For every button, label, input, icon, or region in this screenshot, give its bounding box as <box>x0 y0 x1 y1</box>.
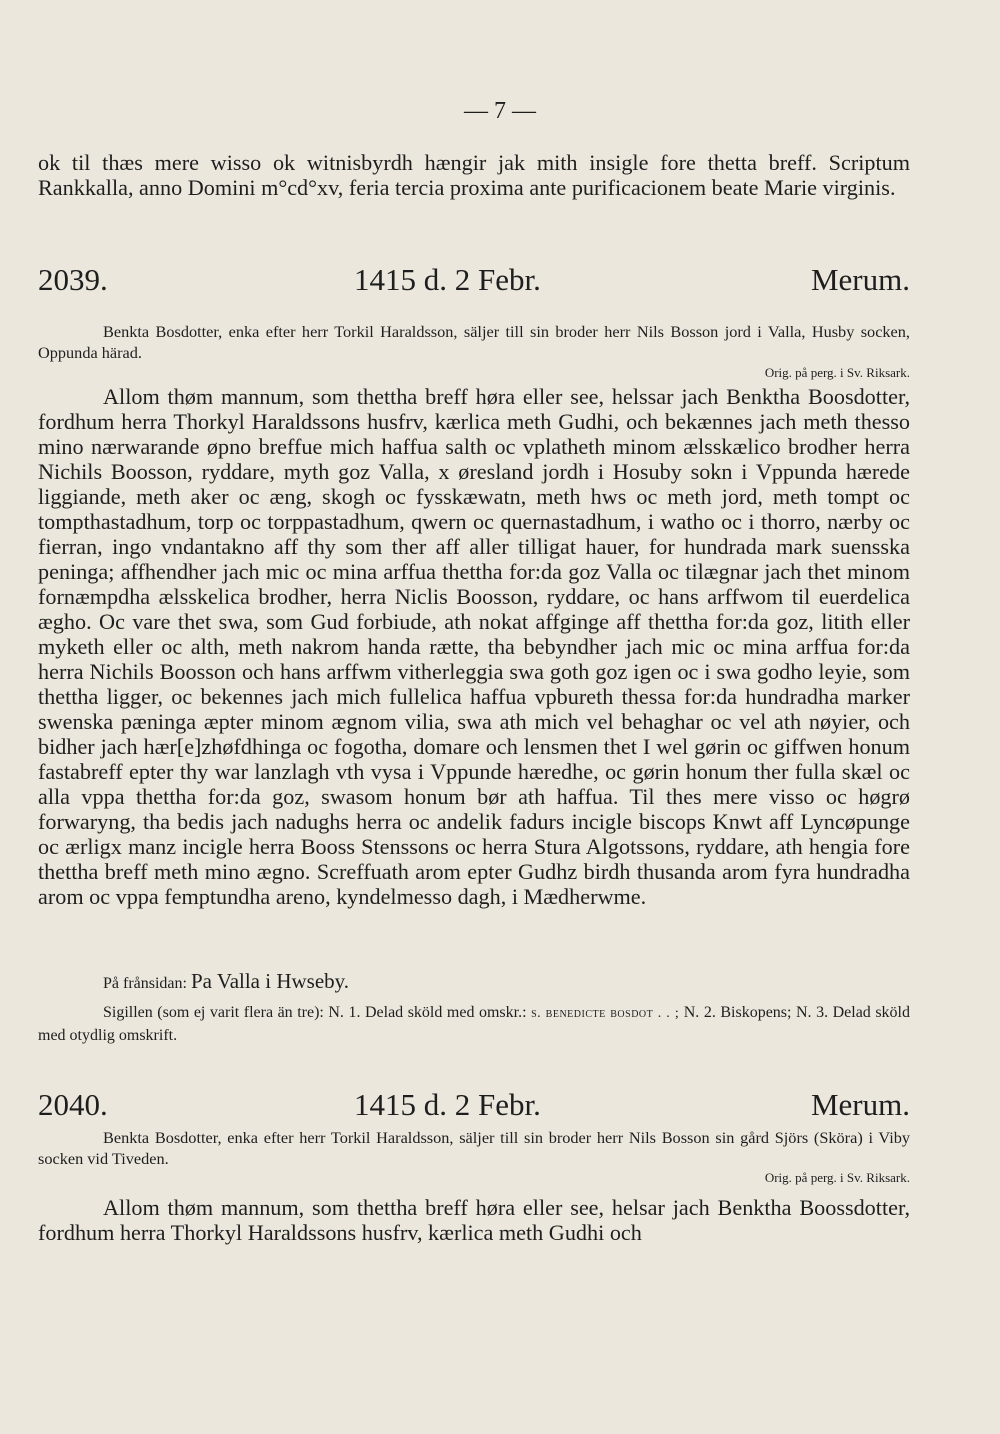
entry-summary-2039 <box>38 321 910 363</box>
entry-heading-2040 <box>38 1087 910 1127</box>
summary-text: Benkta Bosdotter, enka efter herr Torkil Haraldsson, säljer till sin broder herr Nils Bosson sin gård Sjörs (Sköra) i Viby socken vid Tiveden. <box>38 1128 910 1168</box>
seals-text: Sigillen (som ej varit flera än tre): N. 1. Delad sköld med omskr.: <box>103 1004 527 1021</box>
entry-number: 2040. <box>38 1087 108 1122</box>
entry-place: Merum. <box>810 1087 910 1122</box>
entry-number: 2039. <box>38 262 108 297</box>
entry-date: 1415 d. 2 Febr. <box>354 1087 541 1122</box>
seals-note-2039 <box>38 1002 910 1047</box>
entry-source-2039: Orig. på perg. i Sv. Riksark. <box>764 365 910 380</box>
letter-text: Allom thøm mannum, som thettha breff høra eller see, helssar jach Benktha Boosdotter, fordhum herra Thorkyl Haraldssons husfrv, kærlica meth Gudhi, och bekænnes jach meth thesso mino nærwarande øpno breffue mich haffua salth oc vplatheth minom ælsskælico brodher herra Nichils Boosson, ryddare, myth goz Valla, x øresland jordh i Hosuby sokn i Vppunda hærede liggiande, meth aker oc æng, skogh oc fysskæwatn, meth hws oc meth jord, meth tompt oc tompthastadhum, torp oc torppastadhum, qwern oc quernastadhum, i watho oc i thorro, nærby oc fierran, ingo vndantakno aff thy som ther aff aller tilligat hauer, for hundrada mark suensska peninga; affhendher jach mic oc mina arffua thettha for:da goz Valla oc tilægnar jach thet minom fornæmpdha ælsskelica brodher, herra Niclis Boosson, ryddare, oc hans arffwom til euerdelica ægho. Oc vare thet swa, som Gud forbiude, ath nokat affginge aff thettha for:da goz, litith eller myketh eller oc alth, meth nakrom handa rætte, tha bebyndher jach mic oc mina arffua for:da herra Nichils Boosson och hans arffwm vitherleggia swa goth goz igen oc i swa godho leyie, som thettha ligger, oc bekennes jach mich fullelica haffua vpbureth thessa for:da hundradha marker swenska pæninga æpter minom ægnom vilia, swa ath mich vel behaghar oc vel ath nøyier, och bidher jach hær[e]zhøfdhinga oc fogotha, domare och lensmen thet I wel gørin oc giffwen honum fastabreff epter thy war lanzlagh vth vysa i Vppunde hæredhe, oc gørin honum ther fulla skæl oc alla vppa thettha for:da goz, swasom honum bør ath haffua. Til thes mere visso oc høgrø forwaryng, tha bedis jach nadughs herra oc andelik fadurs incigle biscops Knwt aff Lyncøpunge oc ærligx manz incigle herra Booss Stenssons oc herra Stura Algotssons, ryddare, ath hengia fore thettha breff meth mino ægno. Screffuath arom epter Gudhz birdh thusanda arom fyra hundradha arom oc vppa femptundha areno, kyndelmesso dagh, i Mædherwme. <box>38 384 910 909</box>
summary-text: Benkta Bosdotter, enka efter herr Torkil Haraldsson, säljer till sin broder herr Nils Bosson jord i Valla, Husby socken, Oppunda härad. <box>38 322 910 362</box>
intro-paragraph <box>38 150 910 200</box>
entry-date: 1415 d. 2 Febr. <box>354 262 541 297</box>
seals-legend: s. benedicte bosdot . . ; <box>531 1006 680 1021</box>
dorsal-label: På frånsidan: <box>103 975 187 992</box>
entry-place: Merum. <box>810 262 910 297</box>
page-number: — 7 — <box>464 98 536 124</box>
entry-source-2040: Orig. på perg. i Sv. Riksark. <box>764 1170 910 1185</box>
entry-text-2040 <box>38 1195 910 1245</box>
letter-text: Allom thøm mannum, som thettha breff høra eller see, helsar jach Benktha Boossdotter, fordhum herra Thorkyl Haraldssons husfrv, kærlica meth Gudhi och <box>38 1195 910 1245</box>
entry-summary-2040 <box>38 1127 910 1169</box>
dorsal-note-2039 <box>38 970 910 995</box>
seals-text-continued: N. 2. Biskopens; N. 3. Delad sköld med otydlig omskrift. <box>38 1004 911 1044</box>
entry-text-2039 <box>38 384 910 909</box>
entry-heading-2039 <box>38 262 910 302</box>
dorsal-text: Pa Valla i Hwseby. <box>190 969 350 993</box>
intro-text: ok til thæs mere wisso ok witnisbyrdh hængir jak mith insigle fore thetta breff. Scriptum Rankkalla, anno Domini m°cd°xv, feria tercia proxima ante purificacionem beate Marie virginis. <box>38 150 910 200</box>
